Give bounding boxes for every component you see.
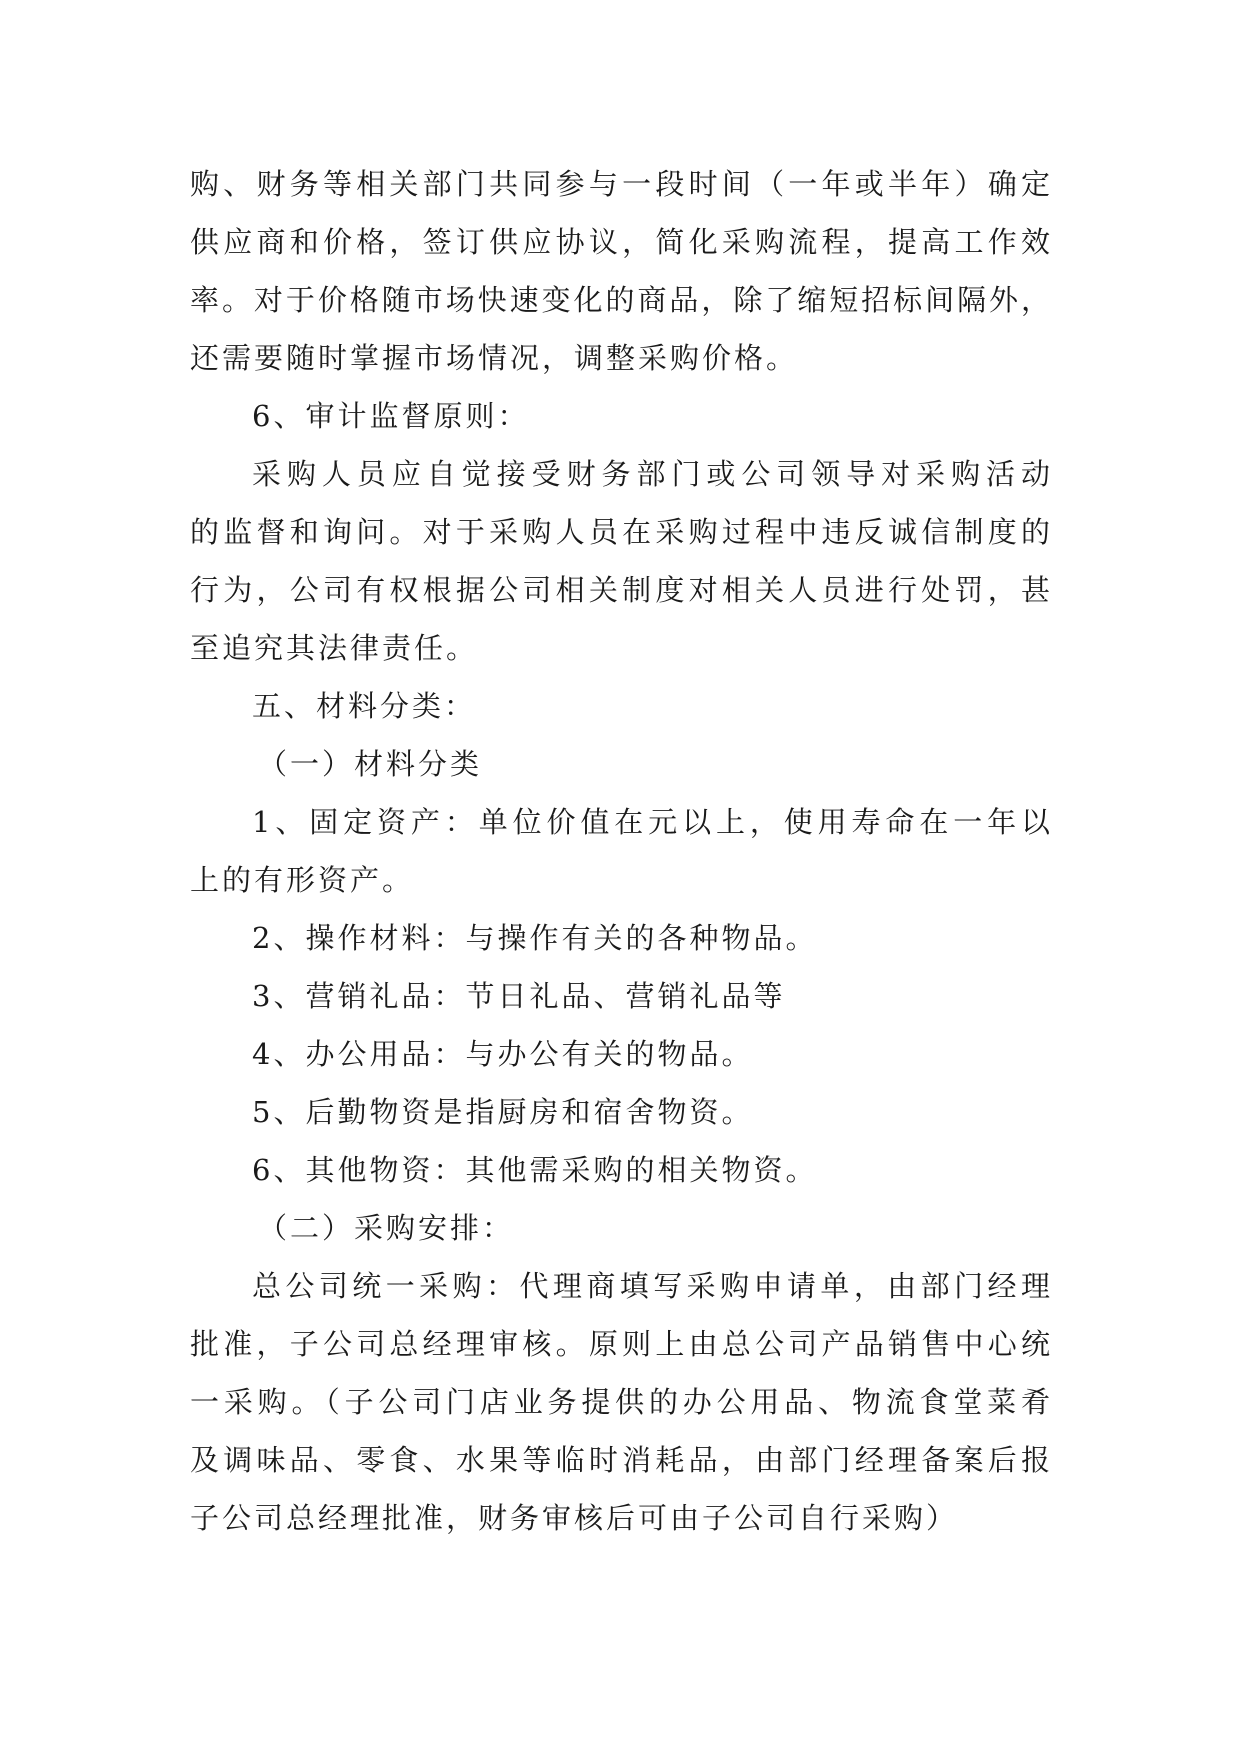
subheading-purchasing-arrangement: （二）采购安排： — [258, 1211, 515, 1245]
text-line-9: 至追究其法律责任。 — [190, 631, 479, 665]
text-line-8: 行为，公司有权根据公司相关制度对相关人员进行处罚，甚 — [190, 573, 1050, 607]
subheading-audit-principle: 6、审计监督原则： — [252, 399, 530, 433]
list-item-operating-materials: 2、操作材料：与操作有关的各种物品。 — [252, 921, 818, 955]
text-line-6: 采购人员应自觉接受财务部门或公司领导对采购活动 — [252, 457, 1050, 491]
text-line-22: 一采购。（子公司门店业务提供的办公用品、物流食堂菜肴 — [190, 1385, 1050, 1419]
text-line-2: 供应商和价格，签订供应协议，简化采购流程，提高工作效 — [190, 225, 1050, 259]
text-line-23: 及调味品、零食、水果等临时消耗品，由部门经理备案后报 — [190, 1443, 1050, 1477]
list-item-other-supplies: 6、其他物资：其他需采购的相关物资。 — [252, 1153, 818, 1187]
list-item-marketing-gifts: 3、营销礼品：节日礼品、营销礼品等 — [252, 979, 786, 1013]
list-item-logistics-supplies: 5、后勤物资是指厨房和宿舍物资。 — [252, 1095, 754, 1129]
text-line-21: 批准，子公司总经理审核。原则上由总公司产品销售中心统 — [190, 1327, 1050, 1361]
text-line-1: 购、财务等相关部门共同参与一段时间（一年或半年）确定 — [190, 167, 1050, 201]
text-line-4: 还需要随时掌握市场情况，调整采购价格。 — [190, 341, 799, 375]
text-line-3: 率。对于价格随市场快速变化的商品，除了缩短招标间隔外， — [190, 283, 1050, 317]
list-item-fixed-assets: 1、固定资产：单位价值在元以上，使用寿命在一年以 — [252, 805, 1050, 839]
heading-material-classification: 五、材料分类： — [252, 689, 477, 723]
text-line-7: 的监督和询问。对于采购人员在采购过程中违反诚信制度的 — [190, 515, 1050, 549]
list-item-fixed-assets-cont: 上的有形资产。 — [190, 863, 415, 897]
subheading-material-classification: （一）材料分类 — [258, 747, 483, 781]
text-line-20: 总公司统一采购：代理商填写采购申请单，由部门经理 — [252, 1269, 1050, 1303]
list-item-office-supplies: 4、办公用品：与办公有关的物品。 — [252, 1037, 754, 1071]
text-line-24: 子公司总经理批准，财务审核后可由子公司自行采购） — [190, 1501, 959, 1535]
